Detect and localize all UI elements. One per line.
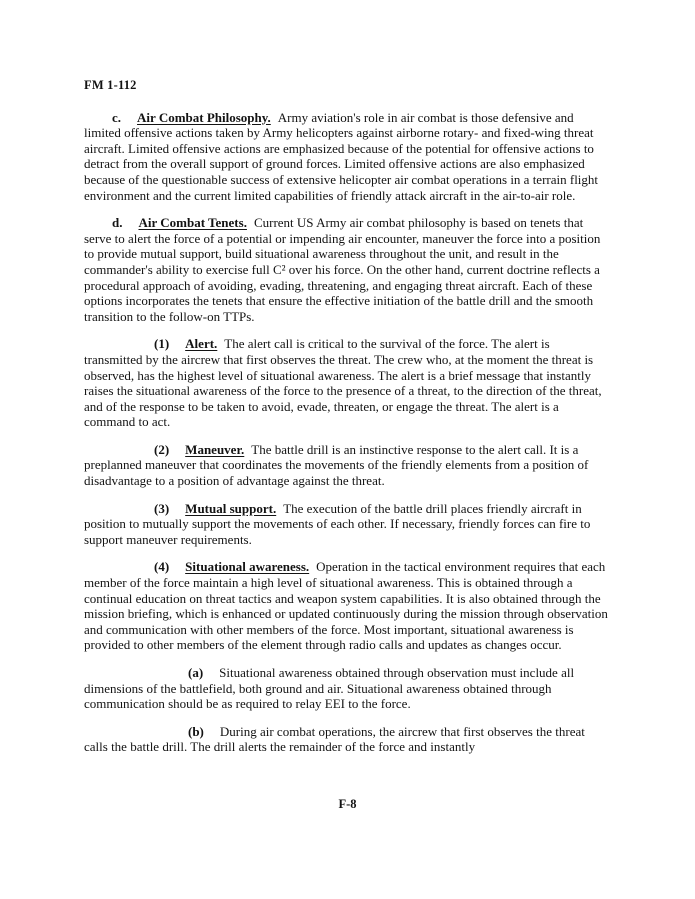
paragraph-label: (3) xyxy=(154,500,170,516)
paragraph-b xyxy=(84,724,611,755)
paragraph-label: (4) xyxy=(154,559,170,575)
paragraph-3-mutual-support xyxy=(84,501,611,548)
paragraph-heading: Air Combat Tenets. xyxy=(138,215,247,231)
paragraph-heading: Alert. xyxy=(185,336,218,352)
paragraph-text: Operation in the tactical environment requires that each member of the force maintain a high level of situational awareness. This is obtained through a continual education on threat tactics and weapon system capabilities. It is also obtained through the mission briefing, which is enhanced or updated continuously during the mission through observation and communication with other members of the force. Most important, situational awareness is provided to other members of the element through radio calls and updates as changes occur. xyxy=(84,559,608,653)
paragraph-2-maneuver xyxy=(84,442,611,489)
paragraph-d xyxy=(84,215,611,324)
page-header: FM 1-112 xyxy=(84,78,137,92)
paragraph-1-alert xyxy=(84,336,611,430)
paragraph-4-situational-awareness xyxy=(84,559,611,653)
paragraph-c xyxy=(84,110,611,204)
paragraph-text: Situational awareness obtained through observation must include all dimensions of the battlefield, both ground and air. Situational awareness obtained through communication should be as required to relay EEI to the force. xyxy=(84,665,575,712)
paragraph-text: Current US Army air combat philosophy is based on tenets that serve to alert the force of a potential or impending air encounter, maneuver the force into a position to provide mutual support, build situational awareness throughout the unit, and result in the commander's ability to exercise full C² over his force. On the other hand, current doctrine reflects a procedural approach of avoiding, evading, threatening, and engaging threat aircraft. Each of these options incorporates the tenets that ensure the effective initiation of the battle drill and the smooth transition to the follow-on TTPs. xyxy=(84,215,601,324)
paragraph-heading: Air Combat Philosophy. xyxy=(137,109,271,125)
paragraph-text: The alert call is critical to the survival of the force. The alert is transmitted by the aircrew that first observes the threat. The crew who, at the moment the threat is observed, has the highest level of situational awareness. The alert is a brief message that instantly raises the situational awareness of the force to the presence of a threat, to the direction of the threat, and of the response to be taken to avoid, evade, threaten, or engage the threat. The alert is a command to act. xyxy=(84,336,602,430)
paragraph-label: (a) xyxy=(188,665,204,680)
paragraph-a xyxy=(84,665,611,712)
paragraph-text: The battle drill is an instinctive response to the alert call. It is a preplanned maneuver that coordinates the movements of the friendly elements from a position of disadvantage to a position of advantage against the threat. xyxy=(84,441,589,489)
paragraph-label: (1) xyxy=(154,336,170,352)
paragraph-label: d. xyxy=(112,215,123,231)
page-footer: F-8 xyxy=(338,797,357,812)
paragraph-label: (2) xyxy=(154,441,170,457)
paragraph-heading: Maneuver. xyxy=(185,441,245,457)
paragraph-text: During air combat operations, the aircrew that first observes the threat calls the battle drill. The drill alerts the remainder of the force and instantly xyxy=(84,723,585,755)
paragraph-heading: Situational awareness. xyxy=(185,559,310,575)
paragraph-text: Army aviation's role in air combat is those defensive and limited offensive actions taken by Army helicopters against airborne rotary- and fixed-wing threat aircraft. Limited offensive actions are emphasized because of the potential for offensive actions to detract from the overall support of ground forces. Limited offensive actions are also emphasized because of the questionable success of extensive helicopter air combat operations in a terrain flight environment and the current limited capabilities of friendly attack aircraft in the air-to-air role. xyxy=(84,109,599,203)
paragraph-label: (b) xyxy=(188,723,204,739)
paragraph-label: c. xyxy=(112,109,122,125)
paragraph-heading: Mutual support. xyxy=(185,500,277,516)
paragraph-text: The execution of the battle drill places friendly aircraft in position to mutually support the movements of each other. If necessary, friendly forces can fire to support maneuver requirements. xyxy=(84,500,591,547)
